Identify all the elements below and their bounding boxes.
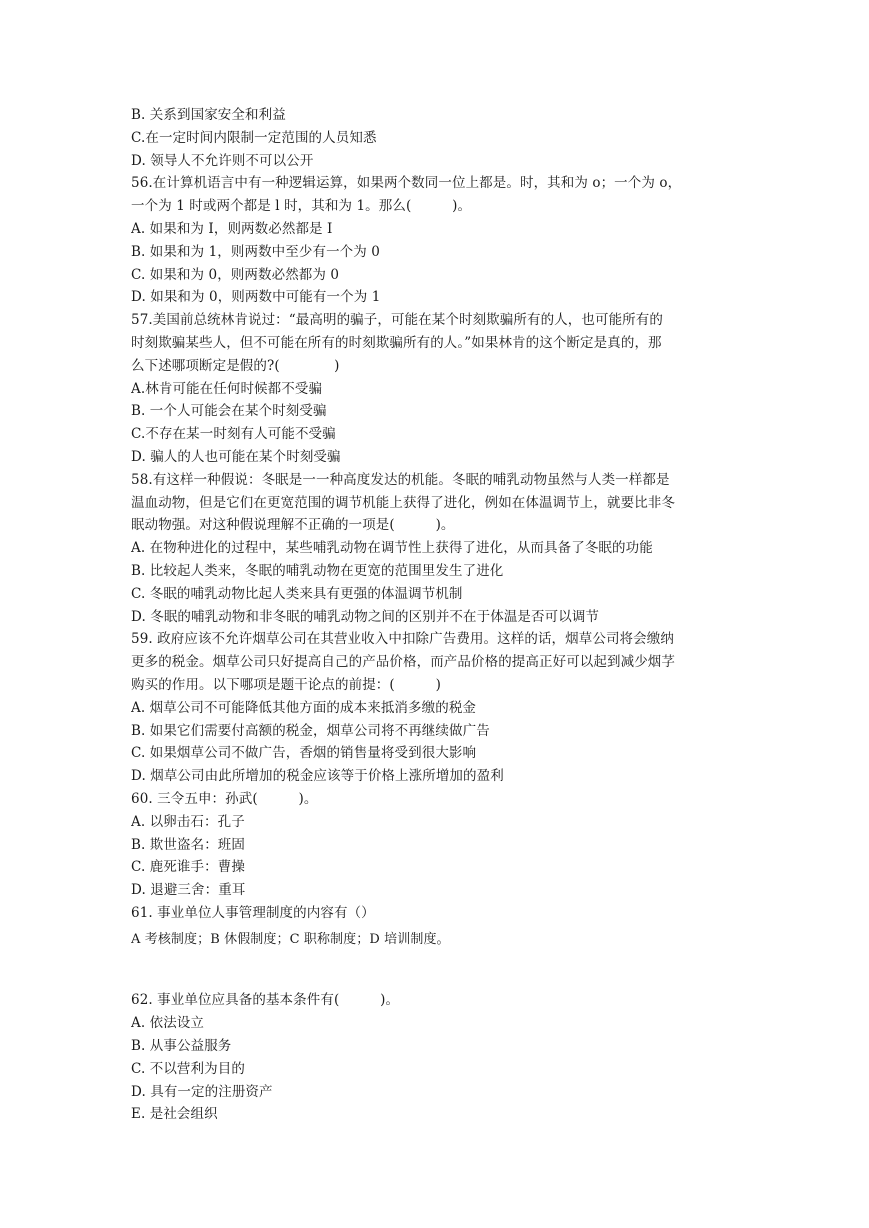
top-text-line: D. 冬眠的哺乳动物和非冬眠的哺乳动物之间的区别并不在于体温是否可以调节 — [131, 608, 600, 625]
bottom-text-line: B. 从事公益服务 — [131, 1038, 232, 1055]
top-text-line: D. 如果和为 0，则两数中可能有一个为 1 — [131, 289, 381, 306]
document-body — [131, 104, 737, 1126]
top-text-line: 更多的税金。烟草公司只好提高自己的产品价格，而产品价格的提高正好可以起到减少烟芓 — [131, 654, 675, 671]
top-text-line: B. 欺世盗名：班固 — [131, 836, 246, 853]
bottom-text-line: 62. 事业单位应具备的基本条件有( )。 — [131, 992, 400, 1009]
top-text-line: C.不存在某一时刻有人可能不受骗 — [131, 426, 336, 443]
top-text-line: A. 如果和为 I，则两数必然都是 I — [131, 220, 333, 237]
top-text-line: 59. 政府应该不允许烟草公司在其营业收入中扣除广告费用。这样的话，烟草公司将会缴纳 — [131, 631, 674, 648]
q61-options-line: A 考核制度；B 休假制度；C 职称制度；D 培训制度。 — [131, 931, 450, 947]
top-text-line: 温血动物，但是它们在更宽范围的调节机能上获得了进化，例如在体温调节上，就要比非冬 — [131, 494, 675, 511]
top-text-line: C. 冬眠的哺乳动物比起人类来具有更强的体温调节机制 — [131, 585, 463, 602]
top-text-line: C. 如果和为 0，则两数必然都为 0 — [131, 266, 340, 283]
top-text-line: B. 关系到国家安全和利益 — [131, 107, 286, 123]
top-text-line: B. 如果和为 1，则两数中至少有一个为 0 — [131, 243, 380, 260]
top-text-line: 购买的作用。以下哪项是题干论点的前提：( ) — [131, 676, 441, 693]
top-text-line: C. 如果烟草公司不做广告，香烟的销售量将受到很大影响 — [131, 745, 477, 762]
top-text-line: 56.在计算机语言中有一种逻辑运算，如果两个数同一位上都是。时，其和为 o；一个为 o， — [131, 175, 682, 192]
question-block-bottom — [131, 989, 737, 1126]
top-text-line: D. 烟草公司由此所增加的税金应该等于价格上涨所增加的盈利 — [131, 768, 504, 785]
top-text-line: A. 以卵击石：孔子 — [131, 813, 245, 830]
top-text-line: 眠动物强。对这种假说理解不正确的一项是( )。 — [131, 517, 455, 534]
top-text-line: D. 退避三舍：重耳 — [131, 882, 246, 899]
top-text-line: A. 在物种进化的过程中，某些哺乳动物在调节性上获得了进化，从而具备了冬眠的功能 — [131, 540, 653, 557]
top-text-line: 一个为 1 时或两个都是 l 时，其和为 1。那么( )。 — [131, 198, 472, 215]
top-text-line: C. 鹿死谁手：曹操 — [131, 859, 245, 876]
top-text-line: A.林肯可能在任何时候都不受骗 — [131, 380, 323, 397]
top-text-line: C.在一定时间内限制一定范围的人员知悉 — [131, 129, 377, 146]
bottom-text-line: D. 具有一定的注册资产 — [131, 1083, 273, 1100]
bottom-text-line: E. 是社会组织 — [131, 1106, 218, 1123]
top-text-line: 61. 事业单位人事管理制度的内容有（） — [131, 904, 375, 921]
top-text-line: A. 烟草公司不可能降低其他方面的成本来抵消多缴的税金 — [131, 699, 477, 716]
question-block-top — [131, 104, 737, 925]
top-text-line: 么下述哪项断定是假的?( ) — [131, 357, 340, 374]
top-text-line: B. 如果它们需要付高额的税金，烟草公司将不再继续做广告 — [131, 722, 490, 739]
top-text-line: B. 比较起人类来，冬眠的哺乳动物在更宽的范围里发生了进化 — [131, 562, 504, 579]
top-text-line: 58.有这样一种假说：冬眠是一一种高度发达的机能。冬眠的哺乳动物虽然与人类一样都是 — [131, 471, 670, 488]
top-text-line: D. 骗人的人也可能在某个时刻受骗 — [131, 448, 341, 465]
blank-gap — [131, 951, 737, 989]
top-text-line: B. 一个人可能会在某个时刻受骗 — [131, 403, 327, 420]
top-text-line: 60. 三令五申：孙武( )。 — [131, 790, 318, 807]
bottom-text-line: C. 不以营利为目的 — [131, 1060, 245, 1077]
top-text-line: 时刻欺骗某些人，但不可能在所有的时刻欺骗所有的人。”如果林肯的这个断定是真的，那 — [131, 334, 662, 351]
top-text-line: D. 领导人不允许则不可以公开 — [131, 152, 314, 169]
top-text-line: 57.美国前总统林肯说过：“最高明的骗子，可能在某个时刻欺骗所有的人，也可能所有的 — [131, 312, 663, 329]
bottom-text-line: A. 依法设立 — [131, 1015, 205, 1032]
